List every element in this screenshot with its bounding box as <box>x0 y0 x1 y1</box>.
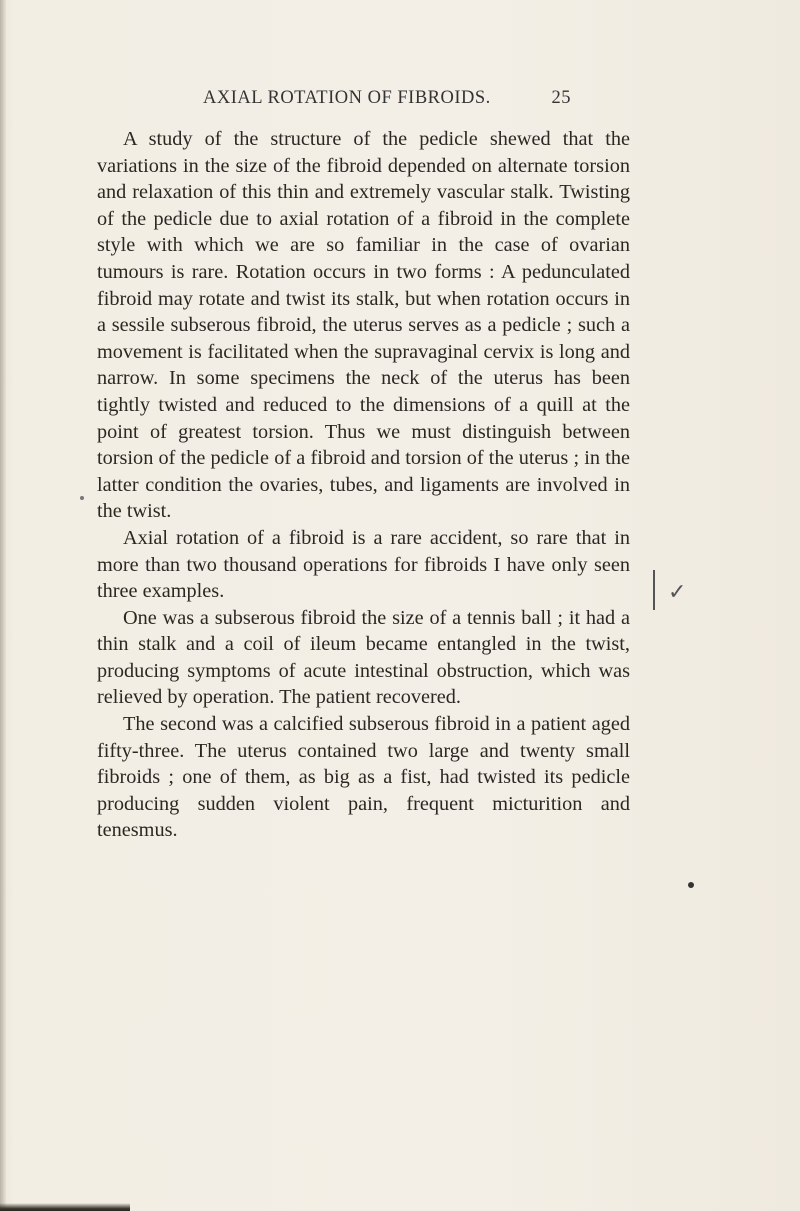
margin-dot-left <box>80 496 84 500</box>
paragraph-pedicle-structure: A study of the structure of the pedicle shewed that the variations in the size of the fibroid depended on alternate torsion and relaxation of this thin and extremely vascular stalk. Twisting of the pedicle due to axial rotation of a fibroid in the complete style with which we are so familiar in the case of ovarian tumours is rare. Rotation occurs in two forms : A pedunculated fibroid may rotate and twist its stalk, but when rotation occurs in a sessile subserous fibroid, the uterus serves as a pedicle ; such a movement is facilitated when the supravaginal cervix is long and narrow. In some specimens the neck of the uterus has been tightly twisted and reduced to the dimensions of a quill at the point of greatest torsion. Thus we must distinguish between torsion of the pedicle of a fibroid and torsion of the uterus ; in the latter condition the ovaries, tubes, and ligaments are involved in the twist. <box>97 128 630 523</box>
paragraph-rare-accident: Axial rotation of a fibroid is a rare accident, so rare that in more than two thousand operations for fibroids I have only seen three examples. <box>97 526 630 603</box>
page-bottom-shadow <box>0 1203 130 1211</box>
running-head-title: AXIAL ROTATION OF FIBROIDS. <box>203 88 491 108</box>
page-binding-edge <box>0 0 6 1211</box>
body-text <box>97 126 630 844</box>
page-number: 25 <box>551 88 571 108</box>
margin-dot-right <box>688 882 694 888</box>
paragraph-first-case: One was a subserous fibroid the size of a tennis ball ; it had a thin stalk and a coil of ileum became entangled in the twist, producing symptoms of acute intestinal obstruction, which was relieved by operation. The patient recovered. <box>97 606 630 709</box>
margin-check-mark: ✓ <box>668 580 687 605</box>
paragraph-second-case: The second was a calcified subserous fibroid in a patient aged fifty-three. The uterus contained two large and twenty small fibroids ; one of them, as big as a fist, had twisted its pedicle producing sudden violent pain, frequent micturition and tenesmus. <box>97 713 630 842</box>
margin-pencil-bar <box>653 570 655 610</box>
